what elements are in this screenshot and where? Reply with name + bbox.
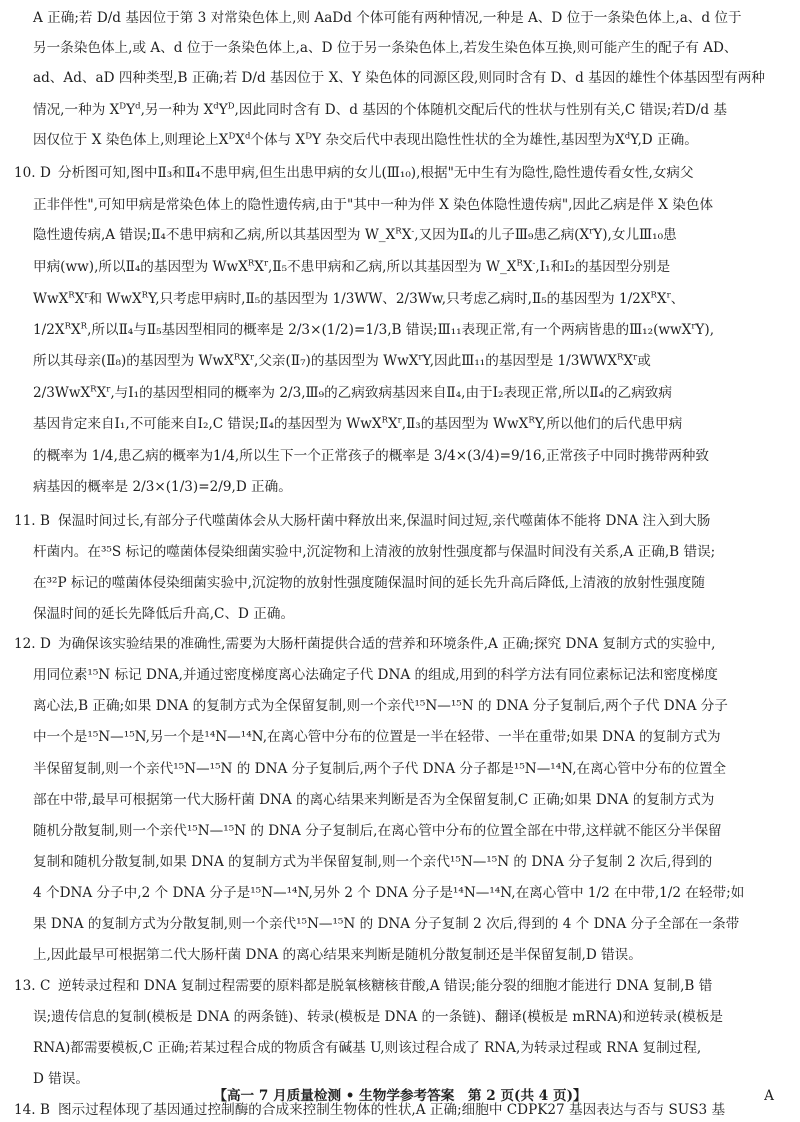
text-line: 正非伴性",可知甲病是常染色体上的隐性遗传病,由于"其中一种为伴 X 染色体隐性遗传病",因此乙病是伴 X 染色体 [33,197,714,213]
text-line: 保温时间过长,有部分子代噬菌体会从大肠杆菌中释放出来,保温时间过短,亲代噬菌体不能将 DNA 注入到大肠 [58,513,711,529]
text-line: 在³²P 标记的噬菌体侵染细菌实验中,沉淀物的放射性强度随保温时间的延长先升高后降低,上清液的放射性强度随 [33,575,705,591]
text-line: 基因肯定来自Ⅰ₁,不可能来自Ⅰ₂,C 错误;Ⅱ₄的基因型为 $WwX^RX^r,Ⅱ_3$的基因型为 WwX$^R$Y,所以他们的后代患甲病 [33,415,683,432]
text-line: 隐性遗传病,A 错误;Ⅱ₄不患甲病和乙病,所以其基因型为 $W\_X^RX^-$,又因为Ⅱ₄的儿子Ⅲ₉患乙病$(X^rY)$,女儿Ⅲ₁₀患 [33,226,677,243]
text-line: 离心法,B 正确;如果 DNA 的复制方式为全保留复制,则一个亲代¹⁵N—¹⁵N 的 DNA 分子复制后,两个子代 DNA 分子 [33,698,728,714]
text-line: 所以其母亲(Ⅱ₈)的基因型为 $WwX^RX^r$,父亲(Ⅱ₇)的基因型为 WwX$^r$Y,因此Ⅲ₁₁的基因型是 $1/3WWX^RX^r$或 [33,352,651,369]
question-number: 12. D [14,636,51,652]
text-line: 中一个是¹⁵N—¹⁵N,另一个是¹⁴N—¹⁴N,在离心管中分布的位置是一半在轻带、一半在重带;如果 DNA 的复制方式为 [33,729,721,745]
text-line: 果 DNA 的复制方式为分散复制,则一个亲代¹⁵N—¹⁵N 的 DNA 分子复制 2 次后,得到的 4 个 DNA 分子全部在一条带 [33,916,740,932]
text-line: 另一条染色体上,或 A、d 位于一条染色体上,a、D 位于另一条染色体上,若发生染色体互换,则可能产生的配子有 AD、 [33,40,738,56]
text-line: 病基因的概率是 2/3×(1/3)=2/9,D 正确。 [33,479,292,495]
page-footer [0,1086,800,1108]
question-number: 11. B [14,513,50,529]
text-line: 4 个DNA 分子中,2 个 DNA 分子是¹⁵N—¹⁴N,另外 2 个 DNA 分子是¹⁴N—¹⁴N,在离心管中 1/2 在中带,1/2 在轻带;如 [33,885,745,901]
text-line: 为确保该实验结果的准确性,需要为大肠杆菌提供合适的营养和环境条件,A 正确;探究 DNA 复制方式的实验中, [58,636,716,652]
text-line: $2/3WwX^RX^r$,与Ⅰ₁的基因型相同的概率为 2/3,Ⅲ₉的乙病致病基因来自Ⅱ₄,由于Ⅰ₂表现正常,所以Ⅱ₄的乙病致病 [33,384,672,401]
text-line: 随机分散复制,则一个亲代¹⁵N—¹⁵N 的 DNA 分子复制后,在离心管中分布的位置全部在中带,这样就不能区分半保留 [33,823,722,839]
text-line: 用同位素¹⁵N 标记 DNA,并通过密度梯度离心法确定子代 DNA 的组成,用到的科学方法有同位素标记法和密度梯度 [33,667,718,683]
text-line: 因仅位于 X 染色体上,则理论上$X^DX^d$个体与 $X^DY$ 杂交后代中表现出隐性性状的全为雄性,基因型为$X^dY,D$ 正确。 [33,131,698,148]
text-line: 上,因此最早可根据第二代大肠杆菌 DNA 的离心结果来判断是随机分散复制还是半保留复制,D 错误。 [33,947,642,963]
text-line: 的概率为 1/4,患乙病的概率为1/4,所以生下一个正常孩子的概率是 3/4×(3/4)=9/16,正常孩子中同时携带两种致 [33,448,709,464]
text-line: 复制和随机分散复制,如果 DNA 的复制方式为半保留复制,则一个亲代¹⁵N—¹⁵N 的 DNA 分子复制 2 次后,得到的 [33,854,713,870]
text-line: 分析图可知,图中Ⅱ₃和Ⅱ₄不患甲病,但生出患甲病的女儿(Ⅲ₁₀),根据"无中生有为隐性,隐性遗传看女性,女病父 [58,165,694,181]
text-line: 半保留复制,则一个亲代¹⁵N—¹⁵N 的 DNA 分子复制后,两个子代 DNA 分子都是¹⁵N—¹⁴N,在离心管中分布的位置全 [33,761,727,777]
question-number: 14. B [14,1102,50,1118]
text-line: 图示过程体现了基因通过控制酶的合成来控制生物体的性状,A 正确;细胞中 CDPK27 基因表达与否与 SUS3 基 [58,1102,726,1118]
question-number: 13. C [14,978,51,994]
text-line: ad、Ad、aD 四种类型,B 正确;若 D/d 基因位于 X、Y 染色体的同源区段,则同时含有 D、d 基因的雄性个体基因型有两种 [33,70,765,86]
footer-version-mark: A [764,1088,774,1104]
text-line: RNA)都需要模板,C 正确;若某过程合成的物质含有碱基 U,则该过程合成了 RNA,为转录过程或 RNA 复制过程, [33,1040,702,1056]
text-line: 甲病(ww),所以Ⅱ₄的基因型为 $WwX^RX^r,Ⅱ_5$不患甲病和乙病,所以其基因型为 $W\_X^RX^-,Ⅰ_1$和Ⅰ₂的基因型分别是 [33,258,671,275]
text-line: $1/2X^RX^R$,所以Ⅱ₄与Ⅱ₅基因型相同的概率是 2/3×(1/2)=1/3,B 错误;Ⅲ₁₁表现正常,有一个两病皆患的Ⅲ₁₂(wwX$^r$Y), [33,321,715,338]
text-line: 误;遗传信息的复制(模板是 DNA 的两条链)、转录(模板是 DNA 的一条链)、翻译(模板是 mRNA)和逆转录(模板是 [33,1009,723,1025]
text-line: 杆菌内。在³⁵S 标记的噬菌体侵染细菌实验中,沉淀物和上清液的放射性强度都与保温时间没有关系,A 正确,B 错误; [33,544,716,560]
text-line: 逆转录过程和 DNA 复制过程需要的原料都是脱氧核糖核苷酸,A 错误;能分裂的细胞才能进行 DNA 复制,B 错 [58,978,713,994]
text-line: 保温时间的延长先降低后升高,C、D 正确。 [33,606,295,622]
text-line: $WwX^RX^r$和 WwX$^R$Y,只考虑甲病时,Ⅱ₅的基因型为 1/3WW、2/3Ww,只考虑乙病时,Ⅱ₅的基因型为 $1/2X^RX^r$、 [33,290,685,307]
text-line: 情况,一种为 $X^DY^d$,另一种为 $X^dY^D$,因此同时含有 D、d 基因的个体随机交配后代的性状与性别有关,C 错误;若D/d 基 [33,101,728,118]
text-line: A 正确;若 D/d 基因位于第 3 对常染色体上,则 AaDd 个体可能有两种情况,一种是 A、D 位于一条染色体上,a、d 位于 [33,10,742,26]
footer-title: 【高一 7 月质量检测 • 生物学参考答案 第 2 页(共 4 页)】 [213,1088,587,1104]
question-number: 10. D [14,165,51,181]
text-line: 部在中带,最早可根据第一代大肠杆菌 DNA 的离心结果来判断是否为全保留复制,C 正确;如果 DNA 的复制方式为 [33,792,715,808]
text-line: D 错误。 [33,1071,90,1087]
